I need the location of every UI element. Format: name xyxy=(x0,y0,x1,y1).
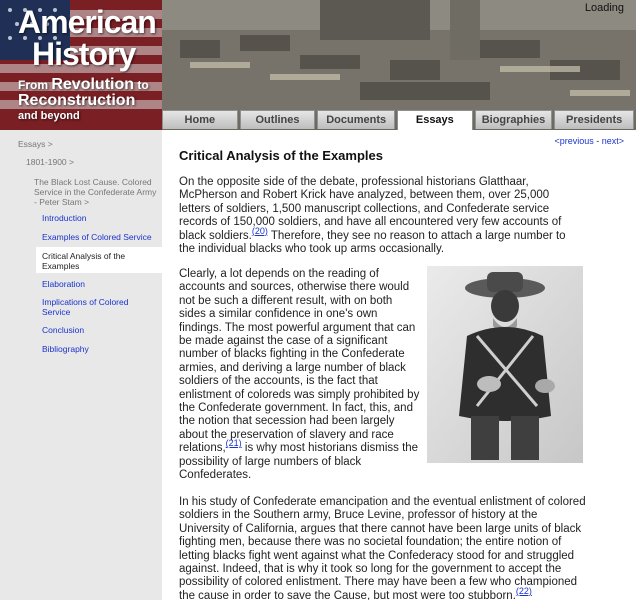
pager xyxy=(554,136,624,146)
logo-to: to xyxy=(137,78,149,92)
sidebar-item-elaboration[interactable]: Elaboration xyxy=(42,279,86,289)
paragraph-1-text: On the opposite side of the debate, professional historians Glatthaar, McPherson and Robert Krick have analyzed, between them, over 25,000 letters of soldiers, 1,500 manuscript collections, and Confederate service records of 150,000 soldiers, and have all encountered very few accounts of black soldiers. xyxy=(179,176,562,242)
paragraph-1 xyxy=(179,176,583,256)
previous-link[interactable]: <previous xyxy=(554,136,594,146)
tab-home[interactable]: Home xyxy=(162,110,238,129)
breadcrumb-1801-1900[interactable]: 1801-1900 > xyxy=(26,157,74,167)
main-content xyxy=(162,130,636,600)
paragraph-2-text: Clearly, a lot depends on the reading of accounts and sources, otherwise there would not be such a different result, with on both sides a similar confidence in one's own findings. The most powerful argument that can be made against the case of a significant number of blacks fighting in the Confederate armies, and deriving a large number of black soldiers of the accounts, is the fact that enlistment of coloreds was simply prohibited by the Confederate government. In fact, this, and the notion that secession had been largely about the preservation of slavery and race relations, xyxy=(179,268,420,455)
header-banner-photo xyxy=(150,0,636,110)
footnote-21-link[interactable]: (21) xyxy=(225,438,242,449)
footnote-20-link[interactable]: (20) xyxy=(251,225,268,236)
sidebar-item-critical-analysis-line2: Examples xyxy=(42,261,80,271)
sidebar-item-implications[interactable] xyxy=(42,297,152,317)
sidebar-item-critical-analysis-label xyxy=(42,251,125,271)
footnote-22-link[interactable]: (22) xyxy=(515,586,532,597)
sidebar-item-critical-analysis-line1: Critical Analysis of the xyxy=(42,251,126,261)
tab-outlines[interactable]: Outlines xyxy=(240,110,316,129)
sidebar-item-examples[interactable]: Examples of Colored Service xyxy=(42,232,152,242)
sidebar-item-introduction[interactable]: Introduction xyxy=(42,213,87,223)
pager-separator: - xyxy=(593,136,602,146)
breadcrumb-essay-title[interactable] xyxy=(34,177,158,207)
sidebar-item-implications-line2: Service xyxy=(42,307,71,317)
breadcrumb-essays[interactable]: Essays > xyxy=(18,139,53,149)
logo-from: From xyxy=(18,78,48,92)
paragraph-1-tail: Therefore, they see no reason to attach a large number to the individual blacks who took up arms occasionally. xyxy=(179,229,566,256)
logo-revolution: Revolution xyxy=(51,76,135,93)
breadcrumb-essay-line2: Service in the Confederate Army xyxy=(34,187,157,197)
sidebar-item-bibliography[interactable]: Bibliography xyxy=(42,344,89,354)
logo-history: History xyxy=(32,36,136,72)
logo-american: American xyxy=(18,4,156,40)
paragraph-2 xyxy=(179,268,421,483)
logo-and-beyond: and beyond xyxy=(18,110,80,122)
sidebar-item-implications-line1: Implications of Colored xyxy=(42,297,129,307)
soldier-portrait-image xyxy=(427,266,583,463)
next-link[interactable]: next> xyxy=(601,136,624,146)
tab-essays[interactable]: Essays xyxy=(397,110,473,130)
sidebar xyxy=(0,130,162,600)
tab-biographies[interactable]: Biographies xyxy=(475,110,553,129)
sidebar-item-conclusion[interactable]: Conclusion xyxy=(42,325,85,335)
main-tabs xyxy=(162,110,636,130)
sidebar-item-critical-analysis[interactable] xyxy=(36,247,162,273)
breadcrumb-essay-line1: The Black Lost Cause. Colored xyxy=(34,177,152,187)
page-title: Critical Analysis of the Examples xyxy=(179,148,383,163)
tab-presidents[interactable]: Presidents xyxy=(554,110,634,129)
tab-documents[interactable]: Documents xyxy=(317,110,395,129)
logo-reconstruction: Reconstruction xyxy=(18,92,136,109)
breadcrumb-essay-line3: - Peter Stam > xyxy=(34,197,90,207)
paragraph-3 xyxy=(179,496,589,600)
loading-indicator: Loading xyxy=(584,2,624,14)
paragraph-2-tail: is why most historians dismiss the possibility of large numbers of black Confederates. xyxy=(179,442,419,482)
site-header xyxy=(0,0,636,130)
paragraph-3-text: In his study of Confederate emancipation and the eventual enlistment of colored soldiers in the Southern army, Bruce Levine, professor of history at the University of California, argues that there cannot have been large units of black fighting men, because there was no societal foundation; the entire notion of letting blacks fight went against what the Confederacy stood for and struggled against. Indeed, that is why it took so long for the government to accept the possibility of colored enlistment. There may have been a few who championed the cause in order to save the Cause, but most were too stubborn. xyxy=(179,496,586,600)
